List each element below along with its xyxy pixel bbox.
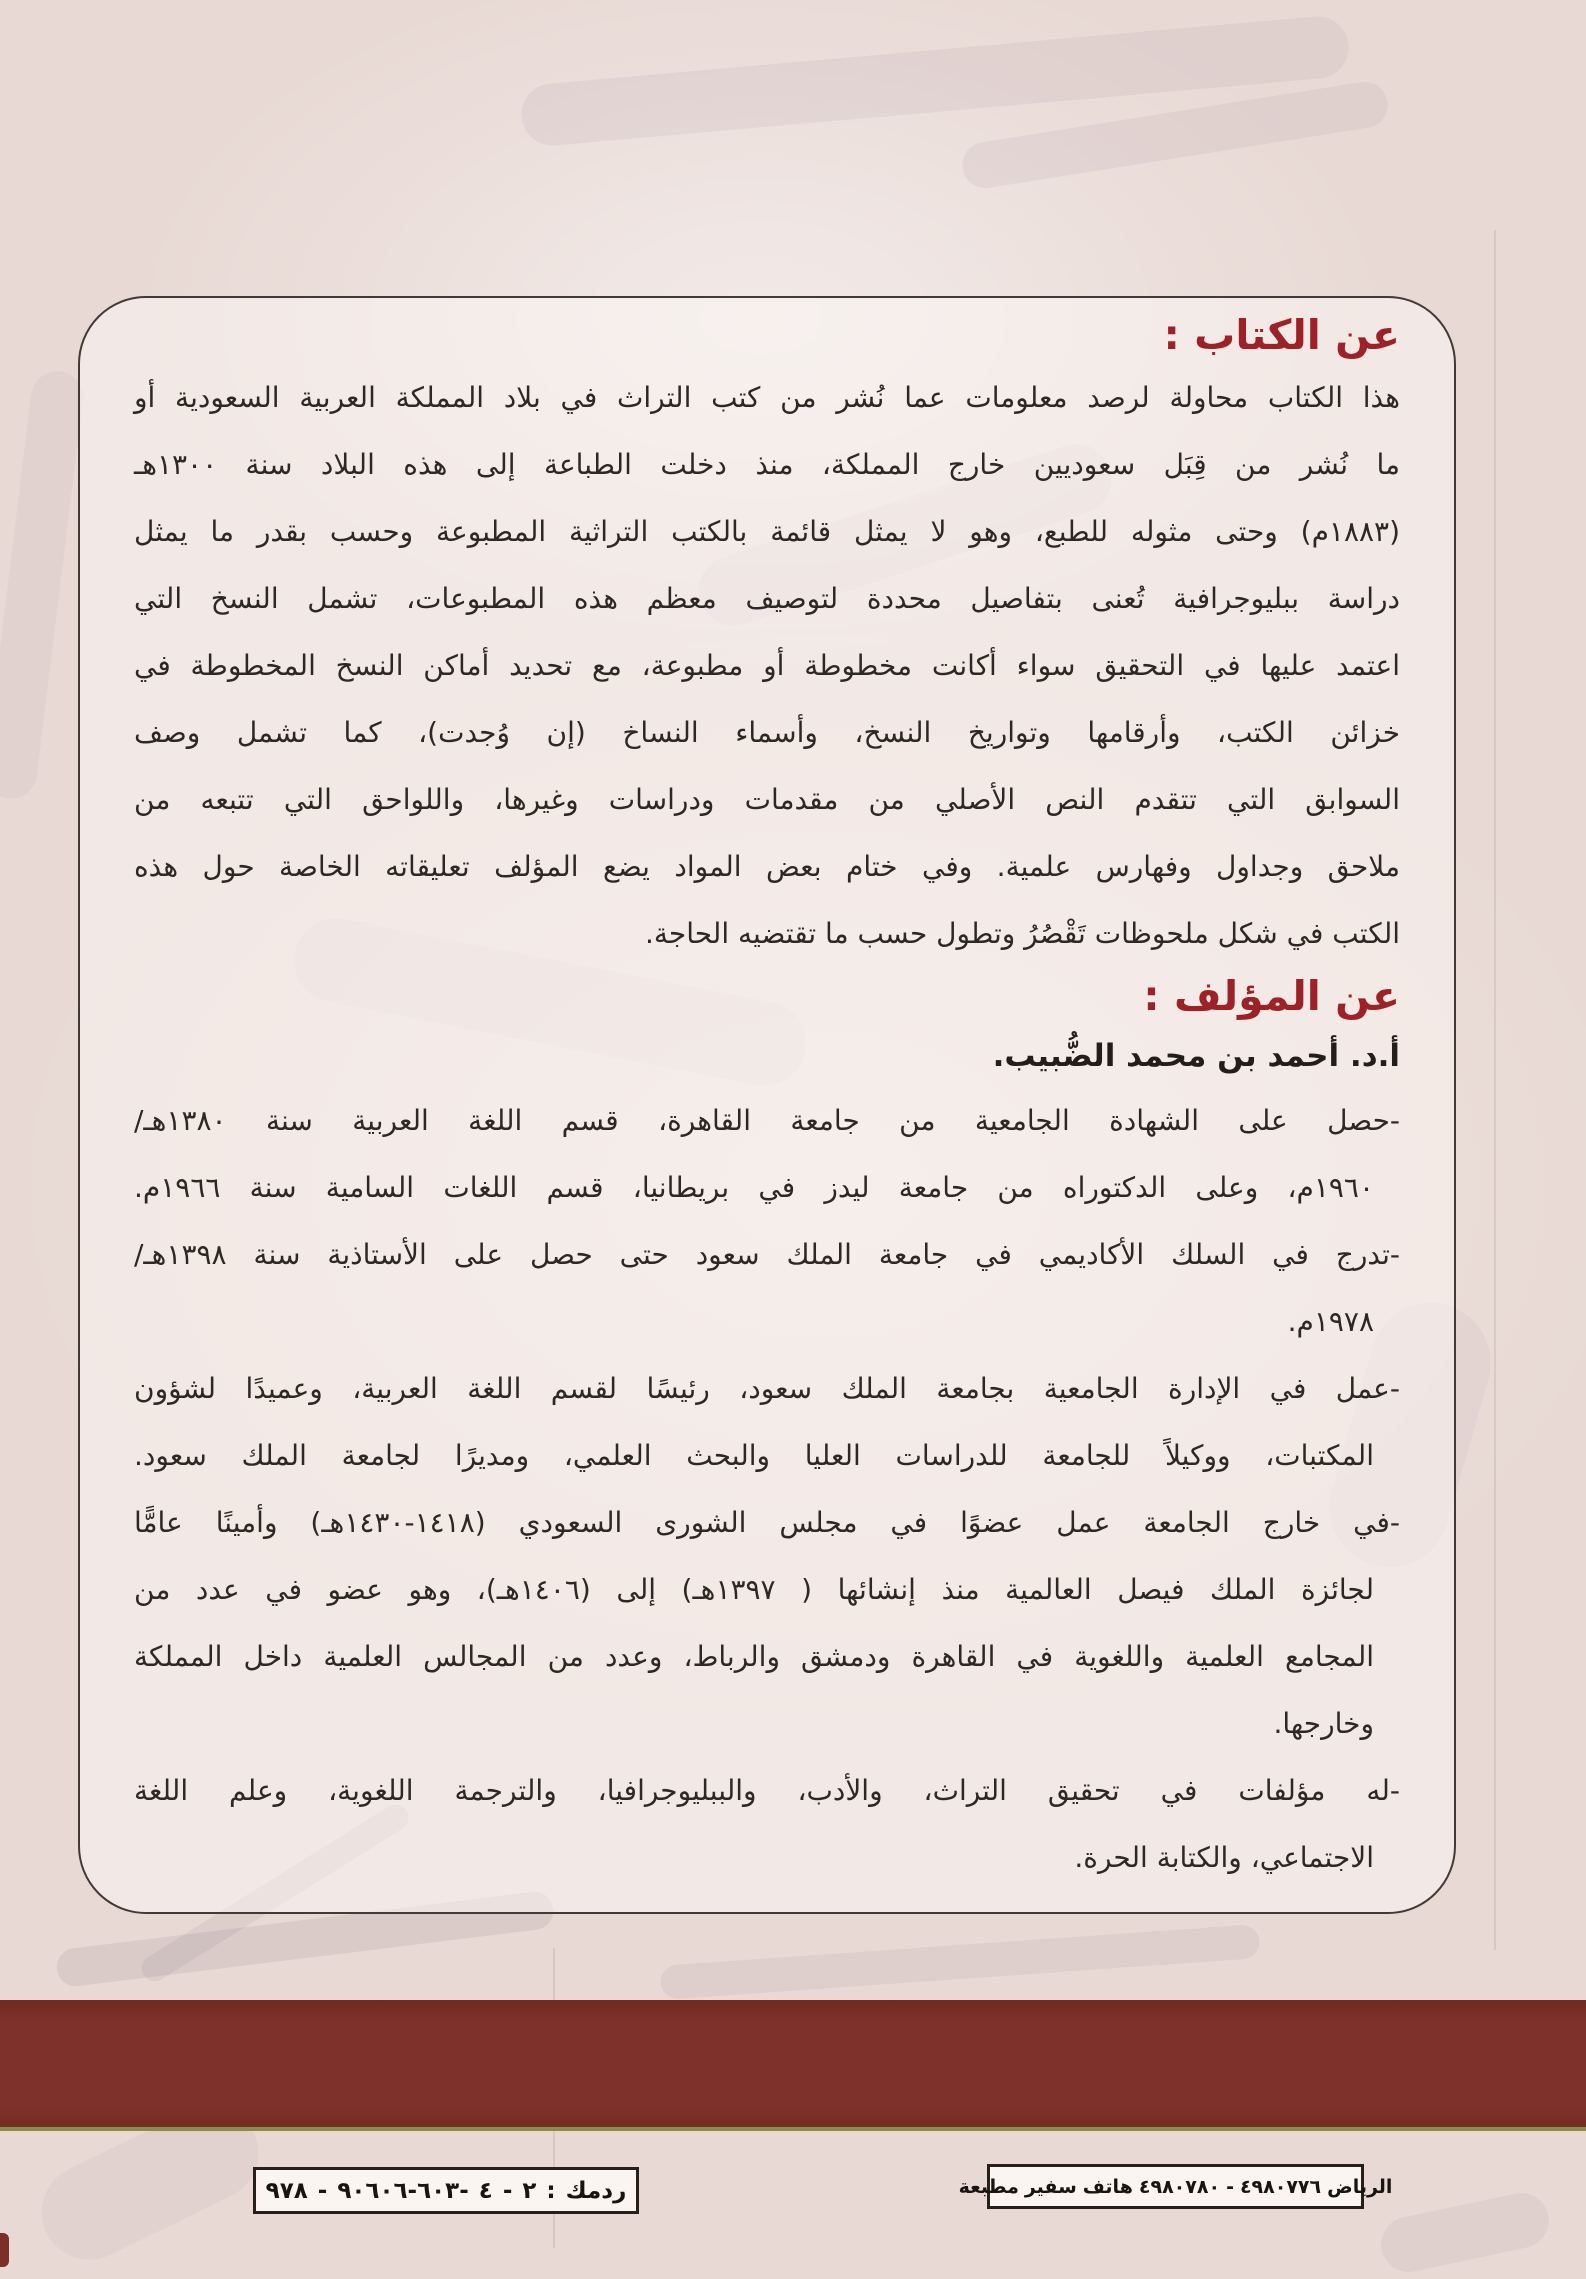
isbn-box (253, 2167, 639, 2214)
text-line: ١٩٦٠م، وعلى الدكتوراه من جامعة ليدز في بريطانيا، قسم اللغات السامية سنة ١٩٦٦م. (134, 1171, 1374, 1204)
text-line: ملاحق وجداول وفهارس علمية. وفي ختام بعض المواد يضع المؤلف تعليقاته الخاصة حول هذه (134, 850, 1400, 883)
author-bio (134, 1087, 1400, 1891)
text-line: لجائزة الملك فيصل العالمية منذ إنشائها ( ١٣٩٧هـ) إلى (١٤٠٦هـ)، وهو عضو في عدد من (134, 1573, 1375, 1606)
text-line: اعتمد عليها في التحقيق سواء أكانت مخطوطة أو مطبوعة، مع تحديد أماكن النسخ المخطوطة في (134, 649, 1400, 682)
text-line: -له مؤلفات في تحقيق التراث، والأدب، والببليوجرافيا، والترجمة اللغوية، وعلم اللغة (134, 1774, 1400, 1807)
footer-text-part: ٦٠٣-٩٠٦٠٦- (337, 2177, 469, 2204)
footer-text-part: - (1226, 2175, 1234, 2198)
about-author-heading: عن المؤلف : (1143, 972, 1400, 1020)
text-line: -حصل على الشهادة الجامعية من جامعة القاهرة، قسم اللغة العربية سنة ١٣٨٠هـ/ (134, 1104, 1400, 1137)
footer-text-part: ردمك (565, 2177, 627, 2204)
footer-text-part: - (317, 2177, 328, 2204)
text-line: الاجتماعي، والكتابة الحرة. (1074, 1841, 1374, 1874)
text-line: السوابق التي تتقدم النص الأصلي من مقدمات ودراسات وغيرها، واللواحق التي تتبعه من (134, 783, 1400, 816)
footer-text-part: الرياض (1327, 2175, 1393, 2198)
footer-text-part: ٢ (522, 2177, 537, 2204)
text-line: دراسة ببليوجرافية تُعنى بتفاصيل محددة لتوصيف معظم هذه المطبوعات، تشمل النسخ التي (134, 582, 1400, 615)
content-box (78, 296, 1456, 1914)
about-book-paragraph (134, 364, 1400, 967)
text-line: -تدرج في السلك الأكاديمي في جامعة الملك سعود حتى حصل على الأستاذية سنة ١٣٩٨هـ/ (134, 1238, 1400, 1271)
footer-text-part: ٤٩٨٠٧٨٠ (1138, 2175, 1221, 2198)
text-line: -في خارج الجامعة عمل عضوًا في مجلس الشورى السعودي (⁦١٤١٨-١٤٣٠⁩هـ) وأمينًا عامًّا (134, 1506, 1400, 1539)
text-line: المكتبات، ووكيلاً للجامعة للدراسات العليا والبحث العلمي، ومديرًا لجامعة الملك سعود. (134, 1439, 1374, 1472)
footer-text-part: ٤ (478, 2177, 493, 2204)
paper-crease (1494, 230, 1496, 1950)
text-line: وخارجها. (1273, 1707, 1374, 1740)
text-line: ما نُشر من قِبَل سعوديين خارج المملكة، منذ دخلت الطباعة إلى هذه البلاد سنة ١٣٠٠هـ (134, 448, 1400, 481)
text-line: -عمل في الإدارة الجامعية بجامعة الملك سعود، رئيسًا لقسم اللغة العربية، وعميدًا لشؤون (134, 1372, 1400, 1405)
watermark-stroke (1376, 2188, 1554, 2277)
text-line: هذا الكتاب محاولة لرصد معلومات عما نُشر من كتب التراث في بلاد المملكة العربية السعودية أو (134, 381, 1400, 414)
cover-edge-mark (0, 2233, 9, 2267)
author-name: أ.د. أحمد بن محمد الضُّبيب. (992, 1038, 1400, 1074)
footer-text-part: هاتف (1082, 2175, 1133, 2198)
text-line: الكتب في شكل ملحوظات تَقْصُرُ وتطول حسب ما تقتضيه الحاجة. (644, 917, 1400, 950)
footer-text-part: ٤٩٨٠٧٧٦ (1239, 2175, 1322, 2198)
text-line: ١٩٧٨م. (1287, 1305, 1374, 1338)
text-line: المجامع العلمية واللغوية في القاهرة ودمشق والرباط، وعدد من المجالس العلمية داخل المملكة (134, 1640, 1374, 1673)
footer-text-part: ٩٧٨ (265, 2177, 308, 2204)
footer-text-part: مطبعة (958, 2175, 1019, 2198)
footer-band (0, 2000, 1586, 2131)
text-line: (١٨٨٣م) وحتى مثوله للطبع، وهو لا يمثل قائمة بالكتب التراثية المطبوعة وحسب بقدر ما يمثل (134, 515, 1400, 548)
text-line: خزائن الكتب، وأرقامها وتواريخ النسخ، وأسماء النساخ (إن وُجدت)، كما تشمل وصف (134, 716, 1400, 749)
printer-box (958, 2164, 1393, 2209)
footer-text-part: - (502, 2177, 513, 2204)
watermark-stroke (660, 1924, 1261, 2000)
footer-text-part: سفير (1024, 2175, 1077, 2198)
about-book-heading: عن الكتاب : (1163, 311, 1400, 359)
footer-text-part: : (546, 2177, 556, 2204)
watermark-stroke (0, 368, 86, 801)
